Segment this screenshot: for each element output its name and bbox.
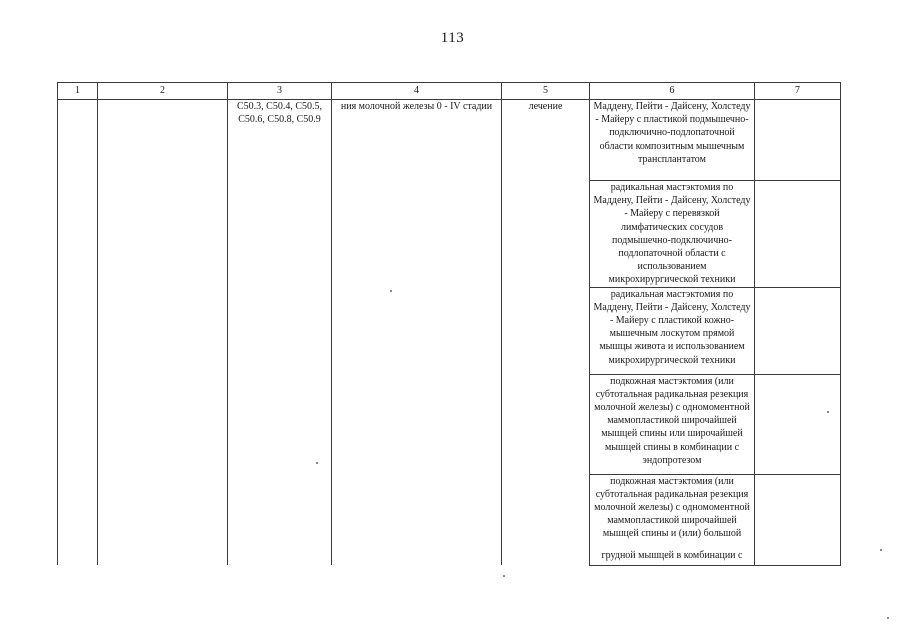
table-row (58, 100, 841, 181)
column-header-5: 5 (502, 83, 590, 100)
scan-speck (887, 617, 889, 619)
column-header-4: 4 (332, 83, 502, 100)
cell-icd-codes: C50.3, C50.4, C50.5, C50.6, C50.8, C50.9 (228, 100, 332, 566)
page-number: 113 (440, 30, 465, 46)
cell-extra-3 (755, 287, 841, 374)
cell-diagnosis: ния молочной железы 0 - IV стадии (332, 100, 502, 566)
cell-method-5-text: подкожная мастэктомия (или субтотальная радикальная резекция молочной железы) с одномоментной маммопластикой широчайшей мышцей спины и (или) большой (594, 475, 750, 540)
cell-method-5-continued: грудной мышцей в комбинации с (601, 549, 743, 561)
scan-speck (316, 462, 318, 464)
cell-number (58, 100, 98, 566)
header-row (58, 83, 841, 100)
cell-treatment-type: лечение (502, 100, 590, 566)
cell-extra-2 (755, 181, 841, 288)
scan-speck (880, 549, 882, 551)
cell-method-5 (590, 474, 755, 565)
cell-extra-5 (755, 474, 841, 565)
scan-speck (390, 290, 392, 292)
cell-method-4: подкожная мастэктомия (или субтотальная радикальная резекция молочной железы) с одномоментной маммопластикой широчайшей мышцей спины или широчайшей мышцей спины в комбинации с эндопротезом (590, 374, 755, 474)
cell-method-2: радикальная мастэктомия по Маддену, Пейти - Дайсену, Холстеду - Майеру с перевязкой лимфатических сосудов подмышечно-подключично-подлопаточной области с использованием микрохирургической техники (590, 181, 755, 288)
cell-method-3: радикальная мастэктомия по Маддену, Пейти - Дайсену, Холстеду - Майеру с пластикой кожно-мышечным лоскутом прямой мышцы живота и использованием микрохирургической техники (590, 287, 755, 374)
cell-extra-1 (755, 100, 841, 181)
column-header-6: 6 (590, 83, 755, 100)
scan-speck (827, 411, 829, 413)
column-header-1: 1 (58, 83, 98, 100)
procedures-table (57, 82, 841, 566)
column-header-3: 3 (228, 83, 332, 100)
cell-profile (98, 100, 228, 566)
cell-extra-4 (755, 374, 841, 474)
column-header-7: 7 (755, 83, 841, 100)
cell-method-1: Маддену, Пейти - Дайсену, Холстеду - Майеру с пластикой подмышечно-подключично-подлопаточной области композитным мышечным трансплантатом (590, 100, 755, 181)
scan-speck (503, 575, 505, 577)
column-header-2: 2 (98, 83, 228, 100)
